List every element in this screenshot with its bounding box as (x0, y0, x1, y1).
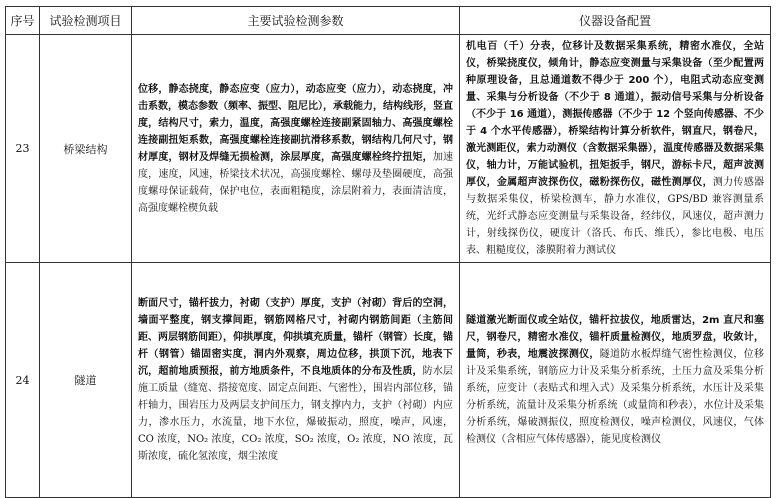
header-main-parameters: 主要试验检测参数 (132, 7, 460, 35)
parameters-key-text: 断面尺寸，锚杆拔力，衬砌（支护）厚度，支护（衬砌）背后的空洞，墙面平整度，钢支撑间距，钢筋网格尺寸，衬砌内钢筋间距（主筋间距、两层钢筋间距），仰拱厚度，仰拱填充质量，锚杆（钢管）长度，锚杆（钢管）锚固密实度，洞内外观察，周边位移，拱顶下沉，地表下沉，超前地质预报，前方地质条件，不良地质体的分布及性质， (138, 298, 453, 377)
parameters-key-text: 位移，静态挠度，静态应变（应力），动态应变（应力），动态挠度，冲击系数，模态参数（频率、振型、阻尼比），承载能力，结构线形，竖直度，结构尺寸，索力，温度，高强度螺栓连接副紧固轴力、高强度螺栓连接副扭矩系数，高强度螺栓连接副抗滑移系数，钢结构几何尺寸，钢材厚度，钢材及焊缝无损检测，涂层厚度，高强度螺栓终拧扭矩， (138, 83, 453, 163)
row-test-item: 桥梁结构 (40, 35, 132, 263)
parameters-other-text: 加速度，速度，风速，桥梁技术状况，高强度螺栓、螺母及垫圈硬度，高强度螺母保证载荷，保护电位，表面粗糙度，涂层附着力，表面清洁度，高强度螺栓楔负载 (138, 151, 454, 214)
header-test-item: 试验检测项目 (40, 7, 132, 35)
row-test-item: 隧道 (40, 263, 132, 498)
table-header-row (6, 7, 771, 35)
row-parameters (132, 263, 460, 498)
parameters-other-text: 防水层施工质量（缝宽、搭接宽度、固定点间距、气密性），围岩内部位移，锚杆轴力，围岩压力及两层支护间压力，钢支撑内力，支护（衬砌）内应力，渗水压力，水流量，地下水位，爆破振动，照度，噪声，风速，CO 浓度，NO₂ 浓度，CO₂ 浓度，SO₂ 浓度，O₂ 浓度，NO 浓度，瓦斯浓度，硫化氢浓度，烟尘浓度 (138, 366, 454, 462)
header-serial-no: 序号 (6, 7, 40, 35)
row-serial-no: 23 (6, 35, 40, 263)
row-equipment (460, 35, 771, 263)
test-parameters-table (5, 6, 771, 498)
equipment-other-text: 隧道防水板焊缝气密性检测仪，位移计及采集系统，钢筋应力计及采集分析系统，土压力盒及采集分析系统，应变计（表贴式和埋入式）及采集分析系统，水压计及采集分析系统，流量计及采集分析系统（或量筒和秒表），水位计及采集分析系统，爆破测振仪，照度检测仪，噪声检测仪，风速仪，气体检测仪（含相应气体传感器），能见度检测仪 (466, 349, 765, 445)
row-equipment (460, 263, 771, 498)
header-equipment: 仪器设备配置 (460, 7, 771, 35)
row-parameters (132, 35, 460, 263)
table-row (6, 263, 771, 498)
equipment-key-text: 隧道激光断面仪或全站仪，锚杆拉拔仪，地质雷达，2m 直尺和塞尺，钢卷尺，精密水准仪，锚杆质量检测仪，地质罗盘，收敛计，量筒，秒表，地震波探测仪， (466, 315, 764, 360)
equipment-other-text: 测力传感器与数据采集仪，桥梁检测车，静力水准仪，GPS/BD 兼容测量系统，光纤式静态应变测量与采集设备，经纬仪，风速仪，超声测力计，射线探伤仪，硬度计（洛氏、布氏、维氏），参比电极、电压表、粗糙度仪，漆膜附着力测试仪 (466, 177, 765, 256)
table-row (6, 35, 771, 263)
equipment-key-text: 机电百（千）分表，位移计及数据采集系统，精密水准仪，全站仪，桥梁挠度仪，倾角计，静态应变测量与采集设备（至少配置两种原理设备，且总通道数不得少于 200 个），电阻式动态应变测量、采集与分析设备（不少于 8 通道），振动信号采集与分析设备（不少于 16 通道），测振传感器（不少于 12 个竖向传感器、不少于 4 个水平传感器），桥梁结构计算分析软件，钢直尺，钢卷尺，激光测距仪，索力动测仪（含数据采集器），温度传感器及数据采集仪，轴力计，万能试验机，扭矩扳手，钢尺，游标卡尺，超声波测厚仪，金属超声波探伤仪，磁粉探伤仪，磁性测厚仪， (466, 41, 764, 188)
row-serial-no: 24 (6, 263, 40, 498)
